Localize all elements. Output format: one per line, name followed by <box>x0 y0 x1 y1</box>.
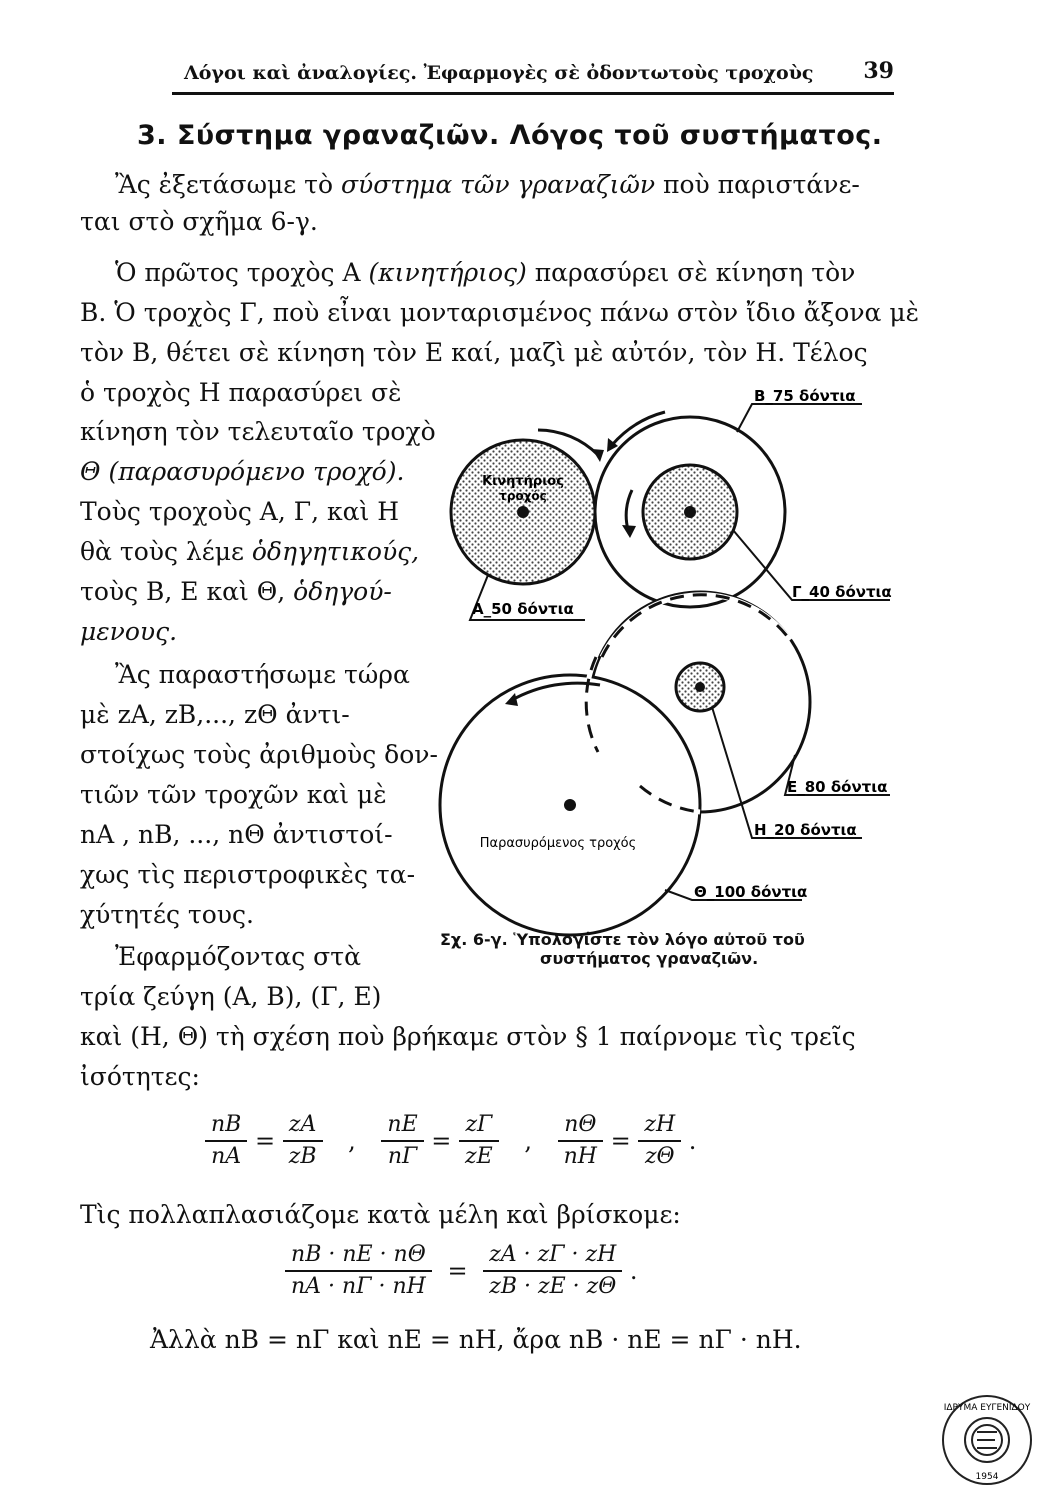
para4-line3: καὶ (Η, Θ) τὴ σχέση ποὺ βρήκαμε στὸν § 1 παίρνομε τὶς τρεῖς <box>80 1022 856 1051</box>
arrow-b <box>612 412 665 445</box>
gear-e-hidden-mask <box>602 595 790 657</box>
para3-line2: μὲ zA, zB,..., zΘ ἀντι- <box>80 700 350 729</box>
para2-line8: θὰ τοὺς λέμε ὁδηγητικούς, <box>80 537 420 566</box>
foundation-stamp <box>943 1396 1031 1484</box>
caption-line-2: συστήματος γραναζιῶν. <box>540 949 759 968</box>
para2-line6: Θ (παρασυρόμενο τροχό). <box>80 457 405 486</box>
para3-line6: χως τὶς περιστροφικὲς τα- <box>80 860 416 889</box>
fraction: $\frac{nE}{n\Gamma}$ <box>381 1110 423 1172</box>
driver-label-2: τροχός <box>499 489 547 503</box>
label-a: A_50 δόντια <box>472 600 574 618</box>
fraction: $\frac{zH}{z\Theta}$ <box>638 1110 681 1172</box>
para4-line1: Ἐφαρμόζοντας στὰ <box>115 942 361 971</box>
section-title: 3. Σύστημα γραναζιῶν. Λόγος τοῦ συστήματος. <box>137 120 883 151</box>
para2-line5: κίνηση τὸν τελευταῖο τροχὸ <box>80 417 436 446</box>
label-b: B_75 δόντια <box>754 387 856 405</box>
para1-line2: ται στὸ σχῆμα 6-γ. <box>80 207 318 236</box>
para2-line7: Τοὺς τροχοὺς Α, Γ, καὶ Η <box>80 497 400 526</box>
fraction: $\frac{zA}{zB}$ <box>283 1110 323 1172</box>
fraction: $\frac{zA \cdot z\Gamma \cdot zH}{zB \cdot zE \cdot z\Theta}$ <box>483 1240 622 1302</box>
fraction: $\frac{nB}{nA}$ <box>205 1110 247 1172</box>
para5: Τὶς πολλαπλασιάζομε κατὰ μέλη καὶ βρίσκομε: <box>80 1200 681 1229</box>
gear-e-hidden-arc <box>602 595 790 657</box>
fraction: $\frac{n\Theta}{nH}$ <box>558 1110 603 1172</box>
label-theta: Θ_100 δόντια <box>694 883 808 901</box>
gear-theta-axle <box>564 799 576 811</box>
para2-line4: ὁ τροχὸς Η παρασύρει σὲ <box>80 378 402 407</box>
para2-line10: μενους. <box>80 617 178 646</box>
page-number: 39 <box>863 58 894 84</box>
para3-line4: τιῶν τῶν τροχῶν καὶ μὲ <box>80 780 387 809</box>
equation-ratios: $\frac{nB}{nA}$ = $\frac{zA}{zB}$ , $\frac{nE}{n\Gamma}$ = $\frac{z\Gamma}{zE}$ , $\frac{n\Theta}{nH}$ = $\frac{zH}{z\Theta}$ . <box>205 1110 696 1172</box>
para2-line2: Β. Ὁ τροχὸς Γ, ποὺ εἶναι μονταρισμένος πάνω στὸν ἴδιο ἄξονα μὲ <box>80 298 920 327</box>
para3-line3: στοίχως τοὺς ἀριθμοὺς δον- <box>80 740 438 769</box>
arrow-gamma <box>626 490 632 530</box>
para1-line1: Ἂς ἐξετάσωμε τὸ σύστημα τῶν γραναζιῶν ποὺ παριστάνε- <box>115 170 860 199</box>
driven-label: Παρασυρόμενος τροχός <box>479 836 637 851</box>
gear-h-axle <box>695 682 705 692</box>
caption-line-1: Σχ. 6-γ. Ὑπολογίστε τὸν λόγο αὐτοῦ τοῦ <box>440 930 805 949</box>
fraction: $\frac{nB \cdot nE \cdot n\Theta}{nA \cdot n\Gamma \cdot nH}$ <box>285 1240 432 1302</box>
arrow-a-head <box>592 449 604 462</box>
label-gamma: Γ_40 δόντια <box>792 583 892 601</box>
para2-line3: τὸν Β, θέτει σὲ κίνηση τὸν Ε καί, μαζὶ μὲ αὐτόν, τὸν Η. Τέλος <box>80 338 868 367</box>
arrow-gamma-head <box>622 525 636 538</box>
label-h: H_20 δόντια <box>754 821 857 839</box>
para2-line9: τοὺς Β, Ε καὶ Θ, ὁδηγού- <box>80 577 392 606</box>
driver-label-1: Κινητήριος <box>482 474 564 489</box>
leader-h <box>712 707 862 838</box>
fraction: $\frac{z\Gamma}{zE}$ <box>459 1110 499 1172</box>
para2-line1: Ὁ πρῶτος τροχὸς Α (κινητήριος) παρασύρει σὲ κίνηση τὸν <box>115 258 856 287</box>
para4-line2: τρία ζεύγη (Α, Β), (Γ, Ε) <box>80 982 382 1011</box>
para4-line4: ἰσότητες: <box>80 1062 200 1091</box>
stamp-year: 1954 <box>975 1472 999 1482</box>
gear-a-axle <box>517 506 529 518</box>
stamp-text: ΙΔΡΥΜΑ ΕΥΓΕΝΙΔΟΥ <box>943 1403 1031 1413</box>
para3-line1: Ἂς παραστήσωμε τώρα <box>115 660 410 689</box>
leader-b <box>737 404 862 432</box>
para3-line5: nA , nB, ..., nΘ ἀντιστοί- <box>80 820 393 849</box>
gear-b-axle <box>684 506 696 518</box>
equation-product: $\frac{nB \cdot nE \cdot n\Theta}{nA \cdot n\Gamma \cdot nH}$ = $\frac{zA \cdot z\Gamma \cdot zH}{zB \cdot zE \cdot z\Theta}$ . <box>285 1240 638 1302</box>
para3-line7: χύτητές τους. <box>80 900 254 929</box>
figure-caption <box>440 930 805 968</box>
label-e: E_80 δόντια <box>787 778 888 796</box>
para6: Ἀλλὰ nB = nΓ καὶ nE = nH, ἄρα nB · nE = nΓ · nH. <box>150 1325 802 1354</box>
header-title: Λόγοι καὶ ἀναλογίες. Ἐφαρμογὲς σὲ ὀδοντωτοὺς τροχοὺς <box>184 62 814 84</box>
